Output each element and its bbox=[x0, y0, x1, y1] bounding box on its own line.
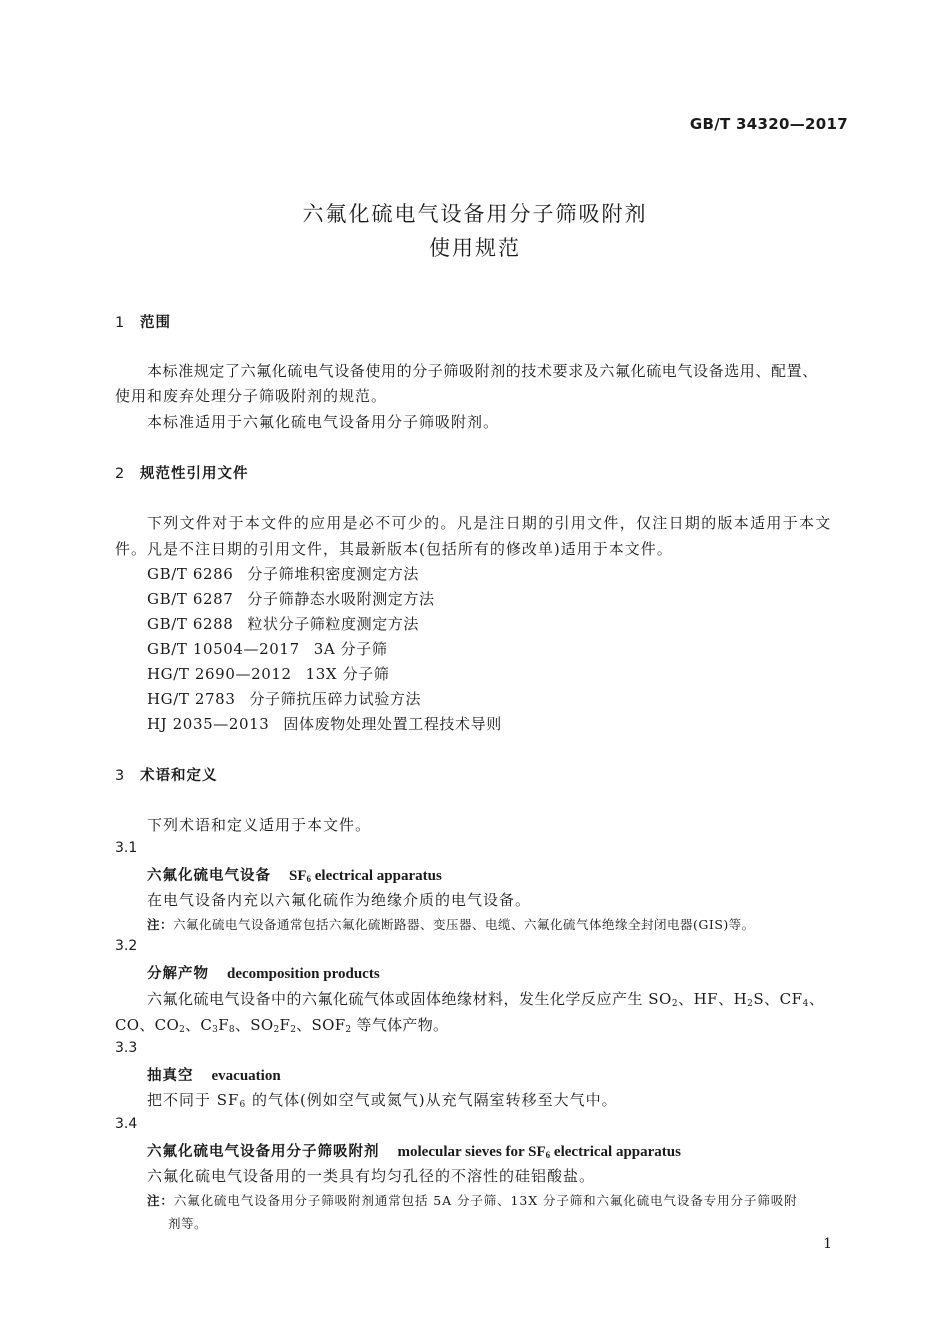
term-english: evacuation bbox=[211, 1068, 281, 1084]
reference-title: 3A 分子筛 bbox=[313, 640, 388, 658]
scope-paragraph-1-line1: 本标准规定了六氟化硫电气设备使用的分子筛吸附剂的技术要求及六氟化硫电气设备选用、配置、 bbox=[147, 362, 818, 380]
reference-code: HJ 2035—2013 bbox=[147, 715, 270, 733]
clause-3-2-term bbox=[147, 962, 380, 983]
scope-paragraph-2: 本标准适用于六氟化硫电气设备用分子筛吸附剂。 bbox=[147, 413, 500, 431]
standard-code: GB/T 34320—2017 bbox=[689, 115, 848, 133]
clause-3-4-note-line2: 剂等。 bbox=[168, 1216, 208, 1231]
term-english: $SF_6$ electrical apparatus bbox=[289, 868, 442, 884]
clause-3-1-term bbox=[147, 864, 442, 885]
references-intro-line1: 下列文件对于本文件的应用是必不可少的。凡是注日期的引用文件，仅注日期的版本适用于本文 bbox=[147, 514, 832, 532]
document-title-line2: 使用规范 bbox=[429, 236, 521, 260]
section-title: 术语和定义 bbox=[140, 768, 218, 784]
term-english: molecular sieves for $SF_6$ electrical apparatus bbox=[397, 1144, 681, 1160]
clause-3-4-term bbox=[147, 1140, 681, 1161]
reference-code: GB/T 6287 bbox=[147, 590, 234, 608]
reference-code: HG/T 2690—2012 bbox=[147, 665, 292, 683]
reference-title: 分子筛抗压碎力试验方法 bbox=[249, 690, 422, 708]
reference-item bbox=[147, 638, 387, 659]
clause-3-2-number: 3.2 bbox=[115, 938, 138, 954]
term-chinese: 抽真空 bbox=[147, 1068, 194, 1084]
reference-title: 粒状分子筛粒度测定方法 bbox=[247, 615, 420, 633]
clause-3-3-term bbox=[147, 1064, 281, 1085]
clause-3-4-note-line1: 注：六氟化硫电气设备用分子筛吸附剂通常包括 5A 分子筛、13X 分子筛和六氟化硫电气设备专用分子筛吸附 bbox=[147, 1193, 798, 1208]
section-number: 1 bbox=[115, 315, 126, 331]
clause-3-1-number: 3.1 bbox=[115, 840, 138, 856]
reference-code: GB/T 10504—2017 bbox=[147, 640, 300, 658]
section-2-heading bbox=[115, 462, 249, 483]
section-3-heading bbox=[115, 764, 218, 785]
scope-paragraph-1-line2: 使用和废弃处理分子筛吸附剂的规范。 bbox=[115, 387, 388, 405]
document-title-line1: 六氟化硫电气设备用分子筛吸附剂 bbox=[302, 202, 648, 226]
page-number: 1 bbox=[823, 1236, 832, 1252]
terms-intro: 下列术语和定义适用于本文件。 bbox=[147, 816, 372, 834]
term-chinese: 六氟化硫电气设备用分子筛吸附剂 bbox=[147, 1144, 380, 1160]
term-chinese: 六氟化硫电气设备 bbox=[147, 868, 271, 884]
clause-3-3-definition: 把不同于 $SF_6$ 的气体(例如空气或氮气)从充气隔室转移至大气中。 bbox=[147, 1091, 618, 1110]
clause-3-1-definition: 在电气设备内充以六氟化硫作为绝缘介质的电气设备。 bbox=[147, 891, 532, 909]
reference-code: HG/T 2783 bbox=[147, 690, 236, 708]
section-number: 2 bbox=[115, 466, 126, 482]
reference-title: 13X 分子筛 bbox=[305, 665, 390, 683]
reference-item bbox=[147, 663, 389, 684]
clause-3-2-definition-line1: 六氟化硫电气设备中的六氟化硫气体或固体绝缘材料，发生化学反应产生 $SO_2$、HF、$H_2S$、$CF_4$、 bbox=[147, 990, 825, 1009]
reference-item bbox=[147, 563, 419, 584]
section-number: 3 bbox=[115, 768, 126, 784]
references-intro-line2: 件。凡是不注日期的引用文件，其最新版本(包括所有的修改单)适用于本文件。 bbox=[115, 540, 673, 558]
reference-item bbox=[147, 713, 502, 734]
reference-item bbox=[147, 588, 435, 609]
clause-3-4-number: 3.4 bbox=[115, 1116, 138, 1132]
reference-code: GB/T 6288 bbox=[147, 615, 234, 633]
clause-3-1-note: 注：六氟化硫电气设备通常包括六氟化硫断路器、变压器、电缆、六氟化硫气体绝缘全封闭电器(GIS)等。 bbox=[147, 917, 755, 932]
reference-title: 分子筛堆积密度测定方法 bbox=[247, 565, 420, 583]
term-english: decomposition products bbox=[227, 966, 380, 982]
reference-code: GB/T 6286 bbox=[147, 565, 234, 583]
term-chinese: 分解产物 bbox=[147, 966, 209, 982]
reference-item bbox=[147, 613, 419, 634]
section-title: 范围 bbox=[140, 315, 171, 331]
reference-title: 分子筛静态水吸附测定方法 bbox=[247, 590, 435, 608]
clause-3-2-definition-line2: CO、$CO_2$、$C_3F_8$、$SO_2F_2$、$SOF_2$ 等气体产物。 bbox=[115, 1016, 449, 1035]
clause-3-4-definition: 六氟化硫电气设备用的一类具有均匀孔径的不溶性的硅铝酸盐。 bbox=[147, 1167, 596, 1185]
section-title: 规范性引用文件 bbox=[140, 466, 249, 482]
reference-title: 固体废物处理处置工程技术导则 bbox=[283, 715, 502, 733]
clause-3-3-number: 3.3 bbox=[115, 1040, 138, 1056]
reference-item bbox=[147, 688, 421, 709]
section-1-heading bbox=[115, 311, 171, 332]
